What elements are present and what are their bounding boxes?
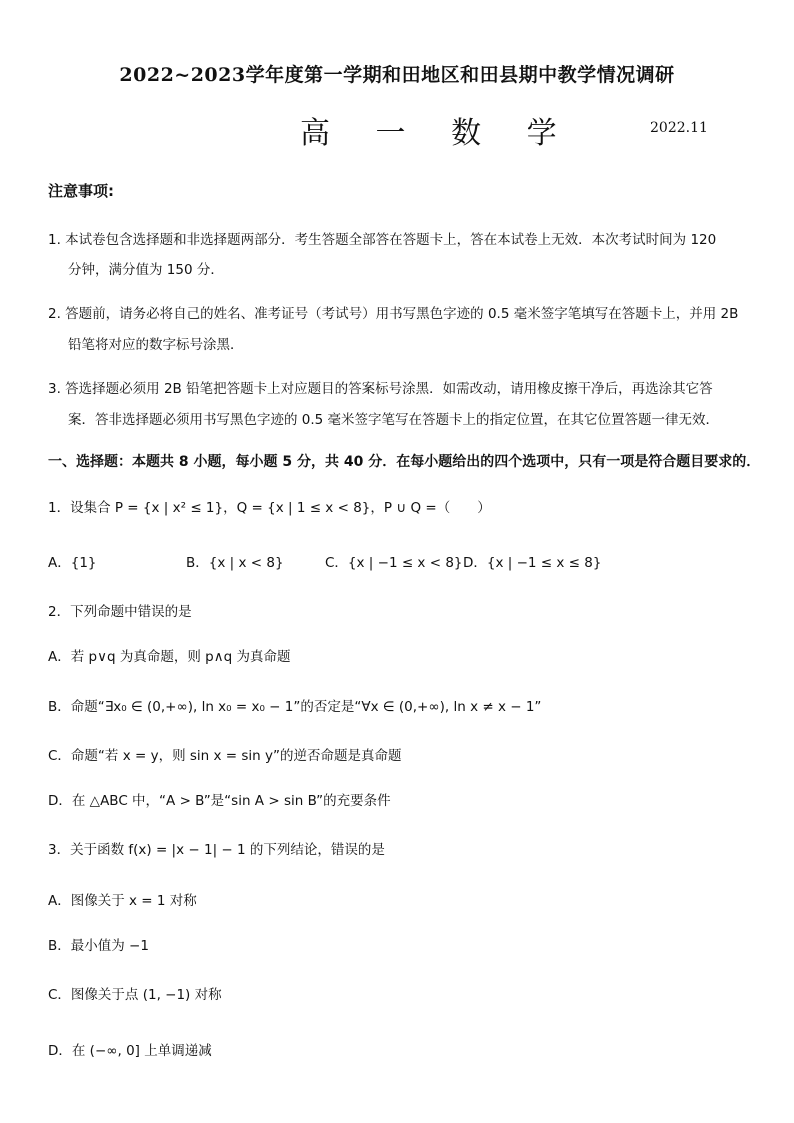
notice-item-1-line-2: 分钟，满分值为 150 分． bbox=[68, 262, 224, 278]
notice-item-2-line-1: 2. 答题前，请务必将自己的姓名、准考证号（考试号）用书写黑色字迹的 0.5 毫米签字笔填写在答题卡上，并用 2B bbox=[48, 306, 739, 322]
exam-date: 2022.11 bbox=[650, 120, 708, 136]
question-3-stem: 3．关于函数 f(x) = |x − 1| − 1 的下列结论，错误的是 bbox=[48, 842, 385, 858]
question-2-option-a: A．若 p∨q 为真命题，则 p∧q 为真命题 bbox=[48, 649, 291, 665]
exam-title: 2022~2023学年度第一学期和田地区和田县期中教学情况调研 bbox=[119, 64, 675, 86]
question-2-option-d: D．在 △ABC 中，“A > B”是“sin A > sin B”的充要条件 bbox=[48, 793, 391, 809]
notice-item-1-line-1: 1. 本试卷包含选择题和非选择题两部分．考生答题全部答在答题卡上，答在本试卷上无效．本次考试时间为 120 bbox=[48, 232, 717, 248]
question-1-option-d: D．{x | −1 ≤ x ≤ 8} bbox=[463, 555, 602, 571]
question-2-option-c: C．命题“若 x = y，则 sin x = sin y”的逆否命题是真命题 bbox=[48, 748, 402, 764]
notice-item-3-line-2: 案．答非选择题必须用书写黑色字迹的 0.5 毫米签字笔写在答题卡上的指定位置，在其它位置答题一律无效． bbox=[68, 412, 720, 428]
subject-title: 高 一 数 学 bbox=[300, 116, 575, 151]
question-3-option-d: D．在 (−∞, 0] 上单调递减 bbox=[48, 1043, 212, 1059]
section-1-heading: 一、选择题：本题共 8 小题，每小题 5 分，共 40 分．在每小题给出的四个选项中，只有一项是符合题目要求的． bbox=[48, 454, 761, 470]
notice-item-3-line-1: 3. 答选择题必须用 2B 铅笔把答题卡上对应题目的答案标号涂黑．如需改动，请用橡皮擦干净后，再选涂其它答 bbox=[48, 381, 713, 397]
question-3-option-c: C．图像关于点 (1, −1) 对称 bbox=[48, 987, 222, 1003]
question-2-stem: 2．下列命题中错误的是 bbox=[48, 604, 192, 620]
question-3-option-b: B．最小值为 −1 bbox=[48, 938, 149, 954]
notice-heading: 注意事项: bbox=[48, 182, 114, 200]
question-1-option-a: A．{1} bbox=[48, 555, 97, 571]
notice-item-2-line-2: 铅笔将对应的数字标号涂黑． bbox=[68, 337, 244, 353]
question-1-option-b: B．{x | x < 8} bbox=[186, 555, 284, 571]
question-1-stem: 1．设集合 P = {x | x² ≤ 1}，Q = {x | 1 ≤ x < 8}，P ∪ Q =（ ） bbox=[48, 500, 491, 516]
question-2-option-b: B．命题“∃x₀ ∈ (0,+∞), ln x₀ = x₀ − 1”的否定是“∀x ∈ (0,+∞), ln x ≠ x − 1” bbox=[48, 699, 542, 715]
question-1-option-c: C．{x | −1 ≤ x < 8} bbox=[325, 555, 463, 571]
question-3-option-a: A．图像关于 x = 1 对称 bbox=[48, 893, 197, 909]
